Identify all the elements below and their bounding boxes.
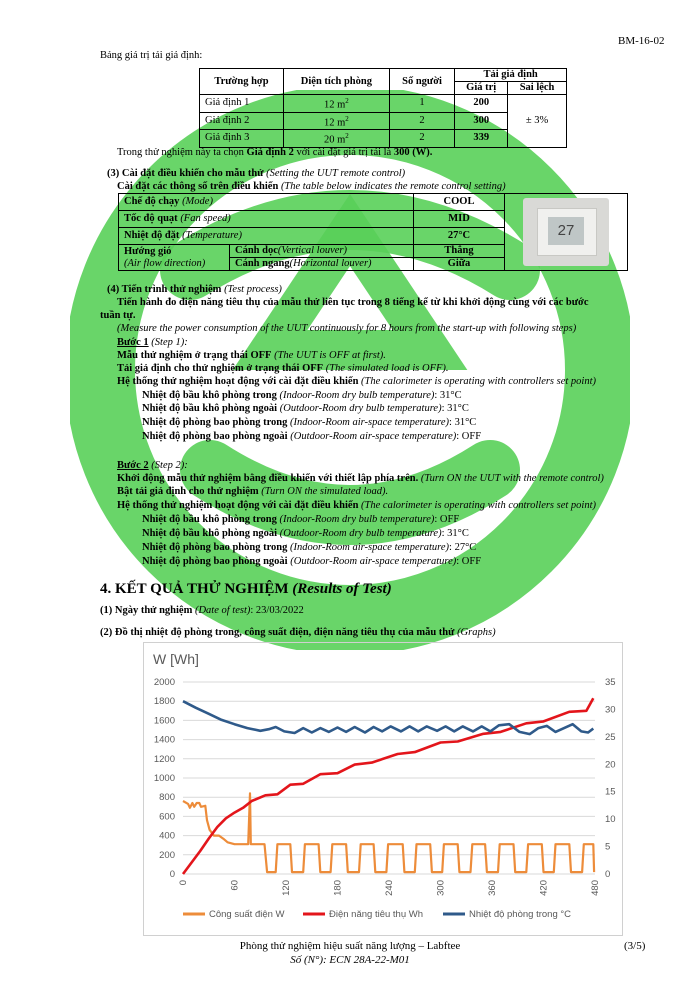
step2-line2: Bật tải giả định cho thử nghiệm (Turn ON the simulated load). <box>117 486 389 497</box>
col-area: Diện tích phòng <box>283 69 389 95</box>
step1-item: Nhiệt độ phòng bao phòng trong (Indoor-Room air-space temperature): 31°C <box>142 417 477 428</box>
cell-mode-label: Chế độ chạy (Mode) <box>119 194 414 211</box>
x-tick-label: 300 <box>435 880 447 896</box>
y-right-tick-label: 0 <box>605 869 611 880</box>
series-line <box>183 701 593 734</box>
step2-item: Nhiệt độ phòng bao phòng trong (Indoor-Room air-space temperature): 27°C <box>142 542 477 553</box>
y-left-tick-label: 200 <box>159 849 175 861</box>
section3-sub: Cài đặt các thông số trên điều khiển (The table below indicates the remote control setting) <box>117 181 506 192</box>
y-left-tick-label: 1400 <box>153 734 175 746</box>
x-tick-label: 420 <box>538 880 550 896</box>
step1-line2: Tải giả định cho thử nghiệm ở trạng thái OFF (The simulated load is OFF). <box>117 363 449 374</box>
step1-title: Bước 1 (Step 1): <box>117 337 188 348</box>
cell-horizontal-value: Giữa <box>414 258 505 271</box>
legend-label: Công suất điện W <box>209 909 285 920</box>
load-choice: Trong thử nghiệm này ta chọn Giả định 2 với cài đặt giá trị tải là 300 (W). <box>117 147 433 158</box>
remote-display: 27 <box>548 217 584 245</box>
section4-title: (4) Tiến trình thử nghiệm (Test process) <box>107 284 282 295</box>
y-left-tick-label: 1600 <box>153 715 175 727</box>
x-tick-label: 240 <box>384 880 395 896</box>
results-chart <box>143 642 621 934</box>
cell-area: 12 $m^2$ <box>283 112 389 130</box>
graph-caption: (2) Đồ thị nhiệt độ phòng trong, công suất điện, điện năng tiêu thụ của mẫu thử (Graphs) <box>100 627 496 638</box>
table-row <box>119 194 628 211</box>
footer-number: Số (N°): ECN 28A-22-M01 <box>290 954 410 966</box>
step2-title: Bước 2 (Step 2): <box>117 460 188 471</box>
results-heading: 4. KẾT QUẢ THỬ NGHIỆM (Results of Test) <box>100 581 392 597</box>
cell-deviation: ± 3% <box>508 95 567 148</box>
cell-fan-label: Tốc độ quạt (Fan speed) <box>119 211 414 228</box>
col-people: Số người <box>389 69 454 95</box>
cell-area: 20 $m^2$ <box>283 130 389 148</box>
section4-p1-en: (Measure the power consumption of the UUT continuously for 8 hours from the start-up with following steps) <box>117 323 577 334</box>
cell-temp-value: 27°C <box>414 228 505 245</box>
y-right-tick-label: 30 <box>605 704 616 716</box>
remote-settings-table <box>118 193 628 271</box>
y-left-tick-label: 1800 <box>153 696 175 708</box>
y-left-tick-label: 800 <box>159 792 175 804</box>
step2-item: Nhiệt độ phòng bao phòng ngoài (Outdoor-Room air-space temperature): OFF <box>142 556 482 567</box>
x-tick-label: 0 <box>178 880 189 886</box>
load-table-intro: Bảng giá trị tải giả định: <box>100 50 203 61</box>
table-row <box>200 95 567 113</box>
footer-lab: Phòng thử nghiệm hiệu suất năng lượng – Labftee <box>239 940 461 952</box>
cell-vertical-value: Thẳng <box>414 245 505 258</box>
x-tick-label: 120 <box>281 880 292 896</box>
cell-vertical-label: Cánh dọc(Vertical louver) <box>230 245 414 258</box>
test-date: (1) Ngày thử nghiệm (Date of test): 23/03/2022 <box>100 605 304 616</box>
col-case: Trường hợp <box>200 69 284 95</box>
y-right-tick-label: 5 <box>605 841 611 853</box>
y-right-tick-label: 15 <box>605 786 616 798</box>
remote-control-image <box>523 198 609 266</box>
y-right-tick-label: 10 <box>605 814 616 826</box>
step2-item: Nhiệt độ bầu khô phòng ngoài (Outdoor-Room dry bulb temperature): 31°C <box>142 528 469 539</box>
cell-fan-value: MID <box>414 211 505 228</box>
y-left-tick-label: 0 <box>169 869 175 880</box>
cell-case: Giả định 2 <box>200 112 284 130</box>
step2-line1: Khởi động mẫu thử nghiệm bằng điều khiển với thiết lập phía trên. (Turn ON the UUT with the remote control) <box>117 473 604 484</box>
cell-case: Giả định 1 <box>200 95 284 113</box>
cell-horizontal-label: Cánh ngang(Horizontal louver) <box>230 258 414 271</box>
step1-item: Nhiệt độ phòng bao phòng ngoài (Outdoor-Room air-space temperature): OFF <box>142 431 482 442</box>
cell-value: 300 <box>455 112 508 130</box>
y-left-tick-label: 400 <box>159 830 175 842</box>
y-left-tick-label: 1000 <box>153 773 175 784</box>
cell-people: 2 <box>389 112 454 130</box>
cell-value: 200 <box>455 95 508 113</box>
x-tick-label: 360 <box>487 880 498 896</box>
document-code: BM-16-02 <box>618 35 665 47</box>
footer-page: (3/5) <box>624 940 646 952</box>
col-deviation: Sai lệch <box>508 82 567 95</box>
step1-line1: Mẫu thử nghiệm ở trạng thái OFF (The UUT is OFF at first). <box>117 350 386 361</box>
load-table <box>199 68 567 148</box>
cell-value: 339 <box>455 130 508 148</box>
section3-title: (3) Cài đặt điều khiển cho mẫu thử (Setting the UUT remote control) <box>107 168 406 179</box>
step2-item: Nhiệt độ bầu khô phòng trong (Indoor-Room dry bulb temperature): OFF <box>142 514 460 525</box>
y-left-tick-label: 600 <box>159 811 175 823</box>
cell-airflow-label: Hướng gió (Air flow direction) <box>119 245 230 271</box>
legend-label: Điện năng tiêu thụ Wh <box>329 909 424 920</box>
col-load: Tải giả định <box>455 69 567 82</box>
x-tick-label: 180 <box>332 880 344 896</box>
chart-title: W [Wh] <box>153 651 199 667</box>
cell-area: 12 $m^2$ <box>283 95 389 113</box>
step1-item: Nhiệt độ bầu khô phòng trong (Indoor-Room dry bulb temperature): 31°C <box>142 390 462 401</box>
y-right-tick-label: 25 <box>605 731 616 743</box>
cell-mode-value: COOL <box>414 194 505 211</box>
remote-photo-cell <box>505 194 628 271</box>
x-tick-label: 480 <box>590 880 601 896</box>
step1-line3: Hệ thống thử nghiệm hoạt động với cài đặt điều khiển (The calorimeter is operating with controllers set point) <box>117 376 597 387</box>
section4-p1b: tuần tự. <box>100 310 136 321</box>
col-value: Giá trị <box>455 82 508 95</box>
cell-people: 2 <box>389 130 454 148</box>
section4-p1: Tiến hành đo điện năng tiêu thụ của mẫu thử liên tục trong 8 tiếng kể từ khi khởi động cùng với các bước <box>117 297 589 308</box>
cell-people: 1 <box>389 95 454 113</box>
y-right-tick-label: 20 <box>605 759 616 771</box>
y-left-tick-label: 1200 <box>153 753 175 765</box>
x-tick-label: 60 <box>229 880 241 891</box>
legend-label: Nhiệt độ phòng trong °C <box>469 909 572 920</box>
y-left-tick-label: 2000 <box>153 677 175 688</box>
cell-temp-label: Nhiệt độ đặt (Temperature) <box>119 228 414 245</box>
step1-item: Nhiệt độ bầu khô phòng ngoài (Outdoor-Room dry bulb temperature): 31°C <box>142 403 469 414</box>
cell-case: Giả định 3 <box>200 130 284 148</box>
y-right-tick-label: 35 <box>605 677 616 688</box>
step2-line3: Hệ thống thử nghiệm hoạt động với cài đặt điều khiển (The calorimeter is operating with controllers set point) <box>117 500 597 511</box>
